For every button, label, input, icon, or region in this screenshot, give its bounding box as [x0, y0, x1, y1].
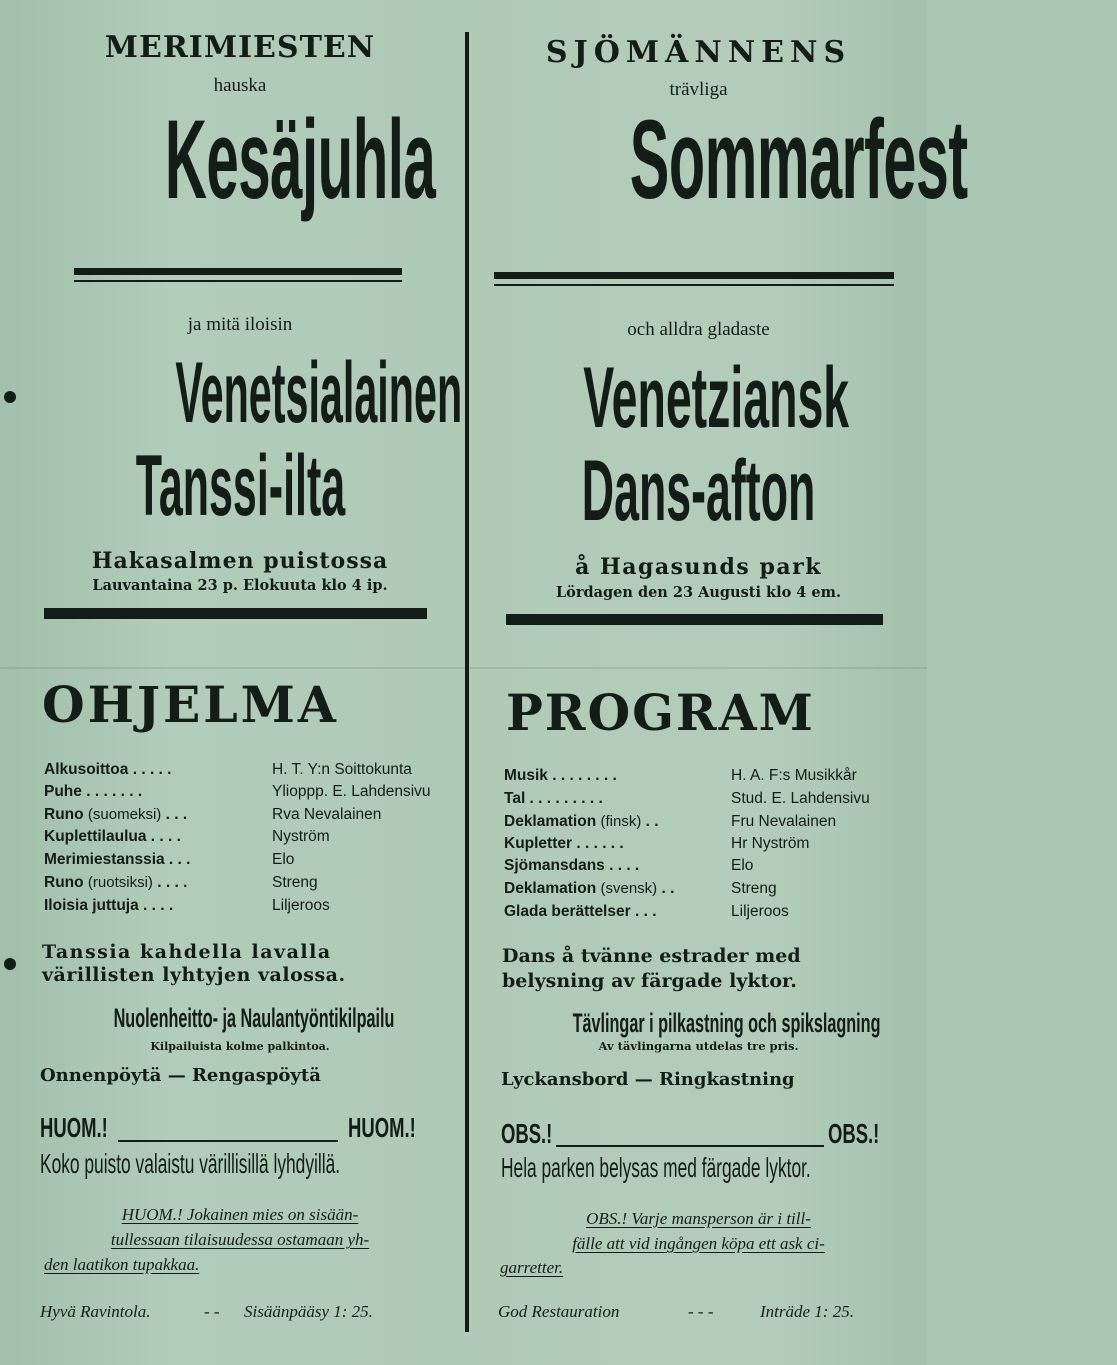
program-note: (ruotsiksi): [87, 874, 153, 891]
program-item: Merimiestanssia: [44, 851, 165, 868]
dance-line1: Dans å tvänne estrader med: [502, 945, 801, 967]
dance-line2: belysning av färgade lyktor.: [502, 970, 797, 992]
program-performer: Nyström: [272, 828, 330, 845]
title-underline-thin: [74, 280, 402, 282]
program-performer: Liljeroos: [731, 903, 789, 920]
program-performer: Elo: [272, 851, 295, 868]
program-performer: Rva Nevalainen: [272, 806, 382, 823]
program-item: Alkusoittoa: [44, 761, 129, 778]
footer-separator: - -: [204, 1302, 220, 1321]
notice-right-wrap: [828, 1120, 906, 1154]
program-performer: Hr Nyström: [731, 835, 810, 852]
column-divider: [465, 32, 469, 1332]
program-note: (suomeksi): [87, 806, 162, 823]
cigarette-line1: HUOM.! Jokainen mies on sisään-: [121, 1205, 359, 1224]
cigarette-line3: den laatikon tupakkaa.: [44, 1255, 200, 1274]
notice-label-right: OBS.!: [828, 1118, 880, 1149]
program-performer: Ylioppp. E. Lahdensivu: [272, 783, 431, 800]
notice-line: [118, 1140, 338, 1142]
program-heading: PROGRAM: [506, 683, 815, 742]
footer-separator: - - -: [688, 1302, 714, 1321]
event-line2-wrap: [20, 438, 460, 534]
notice-left-wrap: [501, 1120, 579, 1154]
swedish-column: SJÖMÄNNENS trävliga Sommarfest och alldra gladaste Venetziansk Dans-afton å Hagasunds park Lördagen den 23 Augusti klo 4 em. PROGRAM Musik . . . . . . . . H. A. F:s Musikkår Tal . . . . . . . . . Stud. E. Lahdensivu Deklamation (finsk) . . Fru Nevalainen Kupletter . . . . . . Hr Nyström Sjömansdans . . . . Elo Deklamation (svensk) . . Streng Glada berättelser . . . Liljeroos Dans å tvänne estrader med belysning av färgade lyktor. Tävlingar i pilkastning och spikslagning Av tävlingarna utdelas tre pris. Lyckansbord — Ringkastning OBS.! OBS.! Hela parken belysas med färgade lyktor. OBS.! Varje mansperson är i till- fälle att vid ingången köpa ett ask ci- garretter. God Restauration - - - Inträde 1: 25.: [470, 0, 927, 1365]
venue: å Hagasunds park: [575, 554, 822, 580]
notice-left-wrap: [40, 1114, 143, 1148]
event-line1-wrap: [470, 350, 927, 446]
finnish-column: MERIMIESTEN hauska Kesäjuhla ja mitä iloisin Venetsialainen Tanssi-ilta Hakasalmen puistossa Lauvantaina 23 p. Elokuuta klo 4 ip. OHJELMA Alkusoittoa . . . . . H. T. Y:n Soittokunta Puhe . . . . . . . Ylioppp. E. Lahdensivu Runo (suomeksi) . . . Rva Nevalainen Kuplettilaulua . . . . Nyström Merimiestanssia . . . Elo Runo (ruotsiksi) . . . . Streng Iloisia juttuja . . . . Liljeroos Tanssia kahdella lavalla värillisten lyhtyjen valossa. Nuolenheitto- ja Naulantyöntikilpailu Kilpailuista kolme palkintoa. Onnenpöytä — Rengaspöytä HUOM.! HUOM.! Koko puisto valaistu värillisillä lyhdyillä. HUOM.! Jokainen mies on sisään- tullessaan tilaisuudessa ostamaan yh- den laatikon tupakkaa. Hyvä Ravintola. - - Sisäänpääsy 1: 25.: [0, 0, 465, 1365]
admission-text: Inträde 1: 25.: [760, 1302, 854, 1321]
program-note: (svensk): [600, 880, 658, 897]
event-name-line2: Tanssi-ilta: [135, 438, 345, 534]
section-rule: [44, 608, 427, 619]
title-underline: [74, 268, 402, 275]
program-item: Puhe: [44, 783, 82, 800]
notice-text: Hela parken belysas med färgade lyktor.: [501, 1152, 811, 1183]
program-item: Tal: [504, 790, 526, 807]
date-line: Lördagen den 23 Augusti klo 4 em.: [555, 584, 842, 601]
adjective: trävliga: [669, 79, 728, 100]
program-heading: OHJELMA: [42, 675, 339, 734]
prizes-text: Kilpailuista kolme palkintoa.: [150, 1040, 330, 1053]
adjective: hauska: [213, 75, 267, 96]
cigarette-line2: tullessaan tilaisuudessa ostamaan yh-: [110, 1230, 370, 1249]
date-line: Lauvantaina 23 p. Elokuuta klo 4 ip.: [92, 577, 388, 594]
competition-text: Nuolenheitto- ja Naulantyöntikilpailu: [113, 1003, 395, 1033]
program-performer: Streng: [272, 874, 318, 891]
prizes-text: Av tävlingarna utdelas tre pris.: [598, 1039, 799, 1053]
event-title: Kesäjuhla: [164, 97, 436, 222]
connector-text: och alldra gladaste: [627, 319, 770, 340]
program-item: Deklamation: [504, 880, 597, 897]
admission-text: Sisäänpääsy 1: 25.: [244, 1302, 373, 1321]
program-item: Runo: [44, 806, 84, 823]
title-underline-thin: [494, 284, 894, 286]
cigarette-line3: garretter.: [500, 1258, 564, 1277]
event-title: Sommarfest: [629, 97, 968, 222]
program-item: Musik: [504, 767, 548, 784]
dance-line2: värillisten lyhtyjen valossa.: [42, 964, 346, 986]
notice-text-wrap: [501, 1154, 1001, 1188]
event-name-line1: Venetziansk: [583, 350, 850, 446]
program-performer: Streng: [731, 880, 777, 897]
program-item: Runo: [44, 874, 84, 891]
event-line2-wrap: [470, 443, 927, 539]
program-item: Glada berättelser: [504, 903, 631, 920]
program-note: (finsk): [600, 813, 642, 830]
section-rule: [506, 614, 883, 625]
cigarette-line1: OBS.! Varje mansperson är i till-: [586, 1209, 811, 1228]
notice-label-left: HUOM.!: [40, 1112, 108, 1143]
program-item: Kupletter: [504, 835, 573, 852]
notice-line: [556, 1145, 824, 1147]
organizer-heading: SJÖMÄNNENS: [545, 35, 852, 70]
notice-text-wrap: [40, 1150, 524, 1184]
event-name-line1: Venetsialainen: [175, 345, 463, 441]
notice-label-left: OBS.!: [501, 1118, 553, 1149]
notice-right-wrap: [348, 1114, 451, 1148]
program-item: Deklamation: [504, 813, 597, 830]
title-underline: [494, 272, 894, 279]
program-performer: H. A. F:s Musikkår: [731, 767, 857, 784]
notice-text: Koko puisto valaistu värillisillä lyhdyillä.: [40, 1148, 341, 1179]
organizer-heading: MERIMIESTEN: [104, 30, 376, 65]
program-item: Sjömansdans: [504, 857, 605, 874]
restaurant-text: Hyvä Ravintola.: [40, 1302, 151, 1321]
title-wrap: [40, 97, 440, 264]
dance-line1: Tanssia kahdella lavalla: [42, 941, 332, 963]
program-performer: Stud. E. Lahdensivu: [731, 790, 870, 807]
event-name-line2: Dans-afton: [581, 443, 816, 539]
program-performer: H. T. Y:n Soittokunta: [272, 761, 412, 778]
notice-label-right: HUOM.!: [348, 1112, 416, 1143]
program-performer: Fru Nevalainen: [731, 813, 837, 830]
restaurant-text: God Restauration: [498, 1302, 620, 1321]
program-performer: Elo: [731, 857, 754, 874]
program-item: Iloisia juttuja: [44, 897, 139, 914]
games-text: Onnenpöytä — Rengaspöytä: [40, 1065, 321, 1086]
games-text: Lyckansbord — Ringkastning: [501, 1069, 795, 1090]
event-line1-wrap: [20, 345, 463, 441]
competition-wrap: [20, 1005, 460, 1039]
program-item: Kuplettilaulua: [44, 828, 147, 845]
title-wrap: [480, 97, 968, 264]
connector-text: ja mitä iloisin: [187, 314, 293, 335]
program-performer: Liljeroos: [272, 897, 330, 914]
venue: Hakasalmen puistossa: [91, 548, 389, 574]
competition-text: Tävlingar i pilkastning och spikslagning: [572, 1008, 881, 1038]
cigarette-line2: fälle att vid ingången köpa ett ask ci-: [572, 1234, 825, 1253]
